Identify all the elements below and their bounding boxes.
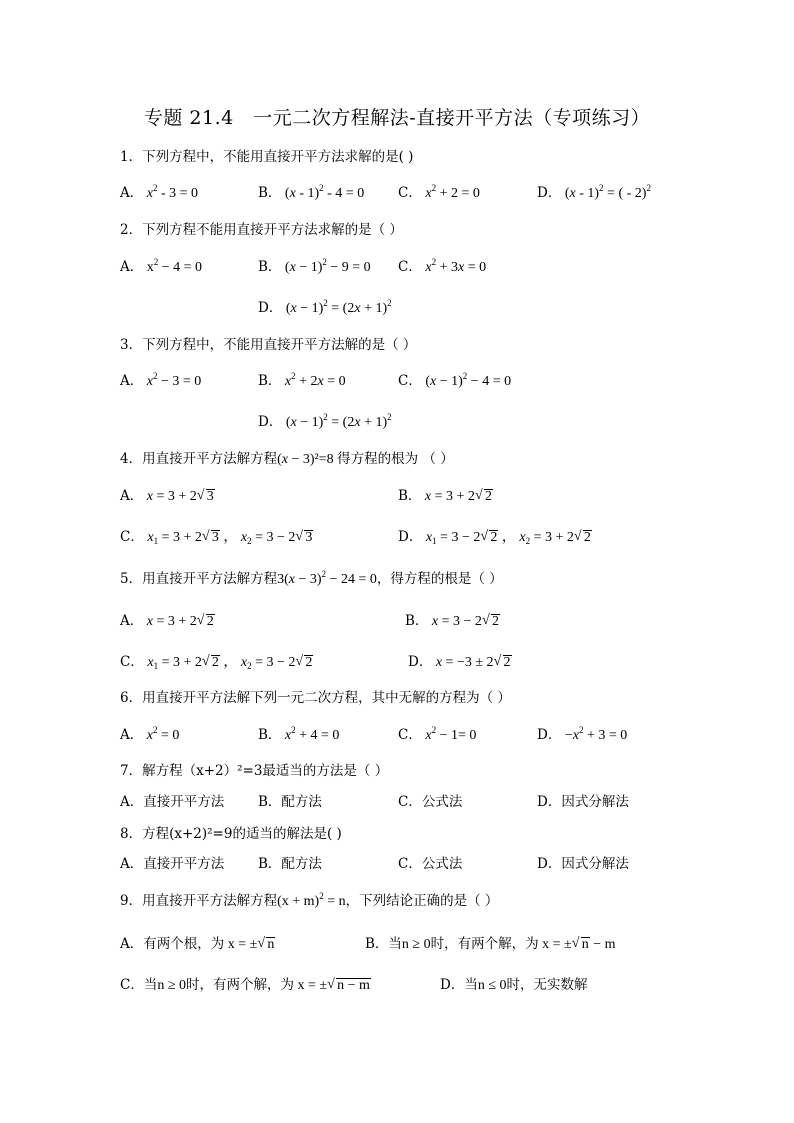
q9-option-d[interactable]: D．当n ≤ 0时，无实数解 — [440, 977, 588, 993]
q2-option-a[interactable]: A． $x^2 - 4 = 0$ — [120, 257, 203, 275]
q1-option-c[interactable]: C． $x^2 + 2 = 0$ — [398, 183, 480, 201]
q5-option-d[interactable]: D． x = −3 ± 2√ 2 — [408, 650, 512, 671]
q8-option-a[interactable]: A．直接开平方法 — [120, 856, 225, 872]
q1-option-b[interactable]: B． (x - 1)$^2$ - 4 = 0 — [258, 183, 365, 201]
q7-option-c[interactable]: C．公式法 — [398, 794, 463, 810]
question-1-stem: 1．下列方程中，不能用直接开平方法求解的是( ) — [120, 149, 414, 165]
q3-option-c[interactable]: C． $(x - 1)^2 - 4 = 0$ — [398, 371, 512, 389]
question-6-stem: 6．用直接开平方法解下列一元二次方程，其中无解的方程为（ ） — [120, 690, 511, 706]
question-9-stem: 9．用直接开平方法解方程$(x + m)^2 = n$，下列结论正确的是（ ） — [120, 891, 499, 909]
q3-option-d[interactable]: D． $(x - 1)^2 = (2x + 1)^2$ — [258, 412, 392, 430]
q2-option-b[interactable]: B． $(x - 1)^2 - 9 = 0$ — [258, 257, 371, 275]
q4-option-c[interactable]: C． $x_1 = 3 + 2√$ 3 ， $x_2 = 3 - 2√$ 3 — [120, 525, 313, 546]
question-8-stem: 8．方程(x+2)²=9的适当的解法是( ) — [120, 826, 342, 842]
q4-option-b[interactable]: B． x = 3 + 2√ 2 — [398, 484, 493, 505]
question-4-stem: 4．用直接开平方法解方程(x − 3)²=8 得方程的根为 （ ） — [120, 451, 454, 467]
q4-option-d[interactable]: D． $x_1 = 3 - 2√$ 2 ， $x_2 = 3 + 2√$ 2 — [398, 525, 592, 546]
q9-option-b[interactable]: B．当n ≥ 0时，有两个解，为 x = ±√ n − m — [365, 932, 616, 953]
q2-option-d[interactable]: D． $(x - 1)^2 = (2x + 1)^2$ — [258, 298, 392, 316]
q9-option-c[interactable]: C．当n ≥ 0时，有两个解，为 x = ±√ n − m — [120, 973, 371, 994]
q7-option-d[interactable]: D．因式分解法 — [537, 794, 629, 810]
q7-option-a[interactable]: A．直接开平方法 — [120, 794, 225, 810]
q7-option-b[interactable]: B．配方法 — [258, 794, 322, 810]
q5-option-a[interactable]: A． x = 3 + 2√ 2 — [120, 609, 215, 630]
q5-option-c[interactable]: C． $x_1 = 3 + 2√$ 2 ， $x_2 = 3 - 2√$ 2 — [120, 650, 313, 671]
question-2-stem: 2．下列方程不能用直接开平方法求解的是（ ） — [120, 222, 403, 238]
q6-option-a[interactable]: A． $x^2 = 0$ — [120, 725, 180, 743]
q6-option-c[interactable]: C． $x^2 - 1= 0$ — [398, 725, 477, 743]
q4-option-a[interactable]: A． x = 3 + 2√ 3 — [120, 484, 215, 505]
question-7-stem: 7．解方程（x+2）²=3最适当的方法是（ ） — [120, 763, 389, 779]
q8-option-b[interactable]: B．配方法 — [258, 856, 322, 872]
q8-option-d[interactable]: D．因式分解法 — [537, 856, 629, 872]
page-title: 专题 21.4 一元二次方程解法-直接开平方法（专项练习） — [143, 107, 651, 129]
q8-option-c[interactable]: C．公式法 — [398, 856, 463, 872]
q9-option-a[interactable]: A．有两个根，为 x = ±√ n — [120, 932, 275, 953]
question-5-stem: 5．用直接开平方法解方程$3(x - 3)^2 - 24 = 0$，得方程的根是（ ） — [120, 569, 503, 587]
q2-option-c[interactable]: C． $x^2 + 3x = 0$ — [398, 257, 487, 275]
q5-option-b[interactable]: B． x = 3 − 2√ 2 — [405, 609, 500, 630]
q3-option-a[interactable]: A． $x^2 - 3 = 0$ — [120, 371, 202, 389]
q6-option-b[interactable]: B． $x^2 + 4 = 0$ — [258, 725, 340, 743]
q3-option-b[interactable]: B． $x^2 + 2x = 0$ — [258, 371, 346, 389]
question-3-stem: 3．下列方程中，不能用直接开平方法解的是（ ） — [120, 337, 417, 353]
q6-option-d[interactable]: D． $-x^2 + 3 = 0$ — [537, 725, 628, 743]
q1-option-d[interactable]: D． (x - 1)$^2$ = ( - 2)$^2$ — [537, 183, 651, 201]
q1-option-a[interactable]: A． $x^2 - 3 = 0$ — [120, 183, 199, 201]
